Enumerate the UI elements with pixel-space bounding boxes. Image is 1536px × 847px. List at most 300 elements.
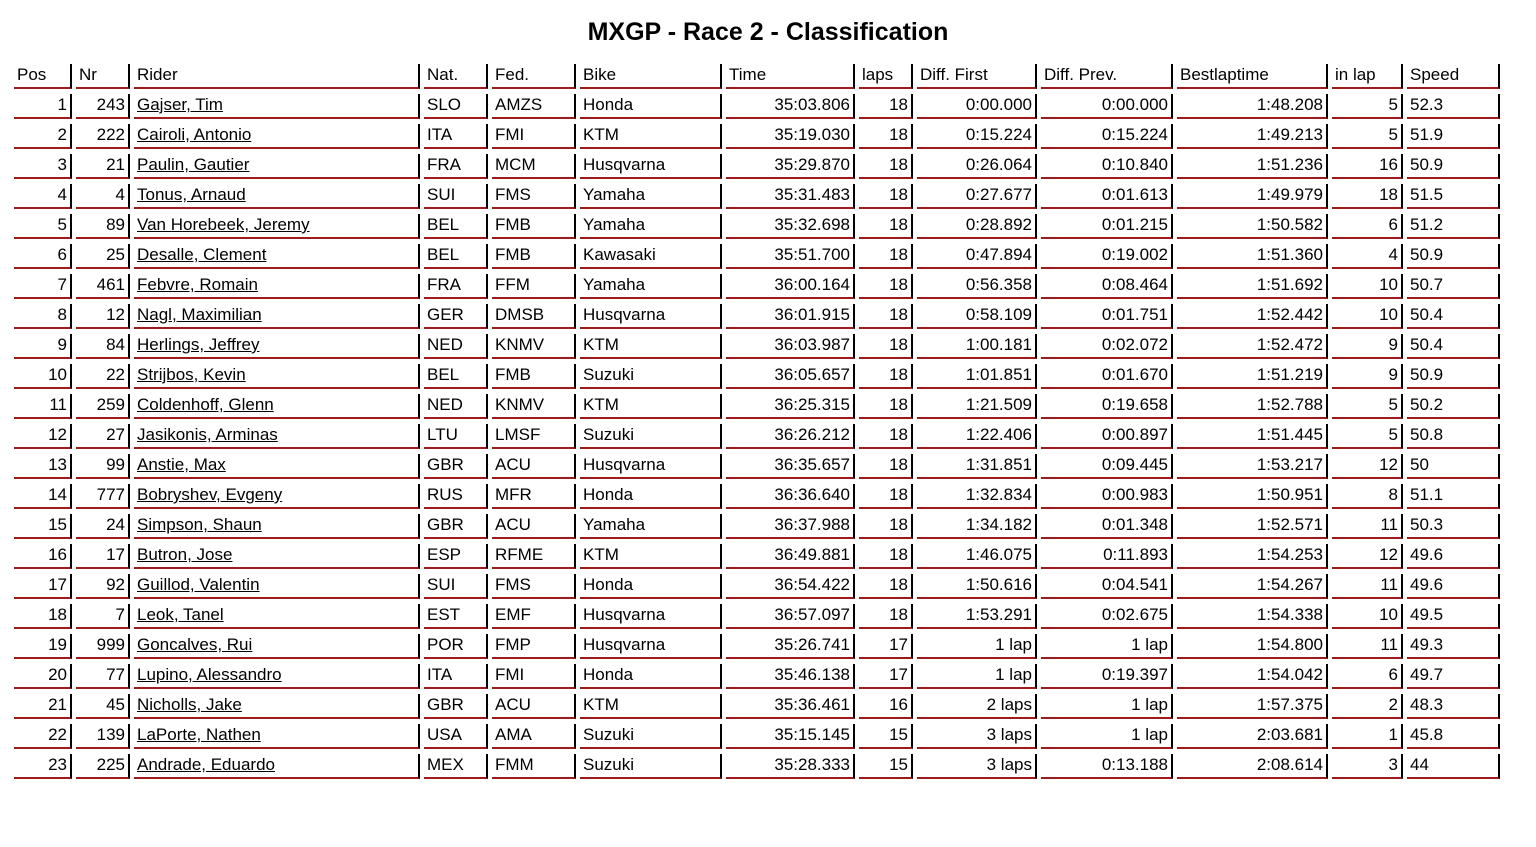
cell-bike: KTM	[580, 394, 722, 419]
cell-nr: 243	[76, 94, 130, 119]
cell-bestlaptime: 1:50.582	[1177, 214, 1328, 239]
cell-nat: ESP	[424, 544, 488, 569]
cell-time: 36:05.657	[726, 364, 855, 389]
cell-diff_first: 1:34.182	[917, 514, 1037, 539]
cell-pos: 4	[14, 184, 72, 209]
cell-time: 35:03.806	[726, 94, 855, 119]
cell-in_lap: 1	[1332, 724, 1403, 749]
cell-nat: ITA	[424, 124, 488, 149]
cell-diff_prev: 1 lap	[1041, 694, 1173, 719]
cell-bike: Husqvarna	[580, 634, 722, 659]
cell-diff_first: 0:58.109	[917, 304, 1037, 329]
cell-in_lap: 6	[1332, 214, 1403, 239]
cell-pos: 18	[14, 604, 72, 629]
cell-bestlaptime: 1:48.208	[1177, 94, 1328, 119]
column-header-fed: Fed.	[492, 64, 576, 89]
table-row	[14, 724, 1500, 749]
cell-pos: 2	[14, 124, 72, 149]
cell-nat: USA	[424, 724, 488, 749]
cell-time: 36:26.212	[726, 424, 855, 449]
cell-speed: 49.3	[1407, 634, 1500, 659]
cell-in_lap: 2	[1332, 694, 1403, 719]
cell-diff_first: 1:22.406	[917, 424, 1037, 449]
cell-in_lap: 12	[1332, 544, 1403, 569]
cell-pos: 15	[14, 514, 72, 539]
cell-nr: 461	[76, 274, 130, 299]
cell-bestlaptime: 1:54.267	[1177, 574, 1328, 599]
table-row	[14, 754, 1500, 779]
cell-pos: 7	[14, 274, 72, 299]
cell-laps: 18	[859, 154, 913, 179]
cell-diff_first: 1:31.851	[917, 454, 1037, 479]
cell-fed: MFR	[492, 484, 576, 509]
cell-nr: 7	[76, 604, 130, 629]
rider-link[interactable]: Febvre, Romain	[134, 274, 420, 299]
cell-bestlaptime: 1:51.219	[1177, 364, 1328, 389]
cell-pos: 12	[14, 424, 72, 449]
cell-bike: Kawasaki	[580, 244, 722, 269]
cell-bike: KTM	[580, 334, 722, 359]
cell-in_lap: 4	[1332, 244, 1403, 269]
cell-in_lap: 5	[1332, 424, 1403, 449]
rider-link[interactable]: Van Horebeek, Jeremy	[134, 214, 420, 239]
header-row	[14, 64, 1500, 89]
cell-in_lap: 10	[1332, 304, 1403, 329]
cell-bike: Yamaha	[580, 184, 722, 209]
cell-bestlaptime: 1:50.951	[1177, 484, 1328, 509]
cell-pos: 3	[14, 154, 72, 179]
cell-nr: 89	[76, 214, 130, 239]
cell-diff_prev: 0:04.541	[1041, 574, 1173, 599]
cell-nr: 45	[76, 694, 130, 719]
cell-in_lap: 10	[1332, 274, 1403, 299]
cell-diff_prev: 0:10.840	[1041, 154, 1173, 179]
rider-link[interactable]: Lupino, Alessandro	[134, 664, 420, 689]
cell-nr: 4	[76, 184, 130, 209]
rider-link[interactable]: Cairoli, Antonio	[134, 124, 420, 149]
table-row	[14, 484, 1500, 509]
column-header-in_lap: in lap	[1332, 64, 1403, 89]
cell-bike: KTM	[580, 544, 722, 569]
cell-time: 36:03.987	[726, 334, 855, 359]
cell-laps: 18	[859, 574, 913, 599]
table-row	[14, 124, 1500, 149]
rider-link[interactable]: Nicholls, Jake	[134, 694, 420, 719]
cell-in_lap: 5	[1332, 124, 1403, 149]
cell-diff_prev: 0:19.397	[1041, 664, 1173, 689]
table-row	[14, 574, 1500, 599]
cell-diff_prev: 0:09.445	[1041, 454, 1173, 479]
cell-laps: 18	[859, 454, 913, 479]
cell-bestlaptime: 1:52.571	[1177, 514, 1328, 539]
cell-diff_prev: 0:02.072	[1041, 334, 1173, 359]
rider-link[interactable]: Gajser, Tim	[134, 94, 420, 119]
rider-link[interactable]: Tonus, Arnaud	[134, 184, 420, 209]
column-header-speed: Speed	[1407, 64, 1500, 89]
cell-in_lap: 11	[1332, 574, 1403, 599]
cell-bike: KTM	[580, 124, 722, 149]
cell-nr: 17	[76, 544, 130, 569]
rider-link[interactable]: Bobryshev, Evgeny	[134, 484, 420, 509]
cell-time: 35:29.870	[726, 154, 855, 179]
table-row	[14, 424, 1500, 449]
cell-speed: 50.4	[1407, 334, 1500, 359]
rider-link[interactable]: Coldenhoff, Glenn	[134, 394, 420, 419]
cell-in_lap: 12	[1332, 454, 1403, 479]
cell-bestlaptime: 1:54.253	[1177, 544, 1328, 569]
rider-link[interactable]: Simpson, Shaun	[134, 514, 420, 539]
cell-pos: 1	[14, 94, 72, 119]
cell-laps: 15	[859, 724, 913, 749]
cell-nat: ITA	[424, 664, 488, 689]
cell-time: 36:36.640	[726, 484, 855, 509]
rider-link[interactable]: Paulin, Gautier	[134, 154, 420, 179]
rider-link[interactable]: Andrade, Eduardo	[134, 754, 420, 779]
cell-diff_first: 3 laps	[917, 724, 1037, 749]
cell-diff_prev: 0:01.215	[1041, 214, 1173, 239]
cell-bestlaptime: 1:54.042	[1177, 664, 1328, 689]
table-row	[14, 454, 1500, 479]
column-header-laps: laps	[859, 64, 913, 89]
rider-link[interactable]: Anstie, Max	[134, 454, 420, 479]
cell-fed: FFM	[492, 274, 576, 299]
cell-speed: 49.6	[1407, 574, 1500, 599]
cell-nr: 84	[76, 334, 130, 359]
cell-time: 36:49.881	[726, 544, 855, 569]
cell-nat: EST	[424, 604, 488, 629]
cell-nat: SLO	[424, 94, 488, 119]
cell-diff_first: 1:21.509	[917, 394, 1037, 419]
cell-bestlaptime: 1:57.375	[1177, 694, 1328, 719]
cell-fed: FMS	[492, 574, 576, 599]
cell-speed: 50.2	[1407, 394, 1500, 419]
column-header-rider: Rider	[134, 64, 420, 89]
cell-fed: FMI	[492, 124, 576, 149]
rider-link[interactable]: Strijbos, Kevin	[134, 364, 420, 389]
cell-nr: 22	[76, 364, 130, 389]
cell-diff_first: 1:46.075	[917, 544, 1037, 569]
cell-speed: 48.3	[1407, 694, 1500, 719]
cell-bike: Husqvarna	[580, 604, 722, 629]
cell-laps: 18	[859, 184, 913, 209]
cell-bike: Yamaha	[580, 274, 722, 299]
rider-link[interactable]: Desalle, Clement	[134, 244, 420, 269]
cell-bike: Honda	[580, 664, 722, 689]
column-header-bike: Bike	[580, 64, 722, 89]
cell-fed: ACU	[492, 454, 576, 479]
cell-nat: BEL	[424, 244, 488, 269]
cell-nr: 777	[76, 484, 130, 509]
cell-fed: AMZS	[492, 94, 576, 119]
cell-nr: 12	[76, 304, 130, 329]
cell-laps: 17	[859, 634, 913, 659]
cell-pos: 6	[14, 244, 72, 269]
cell-time: 36:54.422	[726, 574, 855, 599]
cell-diff_first: 1:00.181	[917, 334, 1037, 359]
cell-diff_prev: 0:13.188	[1041, 754, 1173, 779]
table-row	[14, 694, 1500, 719]
cell-nat: RUS	[424, 484, 488, 509]
cell-diff_prev: 0:19.658	[1041, 394, 1173, 419]
cell-speed: 49.7	[1407, 664, 1500, 689]
cell-time: 35:31.483	[726, 184, 855, 209]
cell-laps: 18	[859, 394, 913, 419]
table-row	[14, 304, 1500, 329]
cell-speed: 50.9	[1407, 364, 1500, 389]
cell-fed: FMB	[492, 364, 576, 389]
cell-bike: Honda	[580, 484, 722, 509]
table-row	[14, 394, 1500, 419]
cell-bestlaptime: 1:52.442	[1177, 304, 1328, 329]
cell-bestlaptime: 2:08.614	[1177, 754, 1328, 779]
rider-link[interactable]: Nagl, Maximilian	[134, 304, 420, 329]
cell-diff_prev: 0:00.983	[1041, 484, 1173, 509]
cell-laps: 18	[859, 604, 913, 629]
cell-pos: 16	[14, 544, 72, 569]
cell-nr: 21	[76, 154, 130, 179]
cell-bike: Suzuki	[580, 724, 722, 749]
cell-nr: 77	[76, 664, 130, 689]
cell-nat: LTU	[424, 424, 488, 449]
cell-in_lap: 16	[1332, 154, 1403, 179]
cell-speed: 50.4	[1407, 304, 1500, 329]
cell-speed: 44	[1407, 754, 1500, 779]
cell-nr: 259	[76, 394, 130, 419]
cell-bike: Honda	[580, 94, 722, 119]
cell-bestlaptime: 1:49.979	[1177, 184, 1328, 209]
rider-link[interactable]: Leok, Tanel	[134, 604, 420, 629]
rider-link[interactable]: Guillod, Valentin	[134, 574, 420, 599]
cell-laps: 18	[859, 334, 913, 359]
table-body	[14, 94, 1500, 779]
cell-diff_first: 0:26.064	[917, 154, 1037, 179]
cell-fed: FMP	[492, 634, 576, 659]
cell-bestlaptime: 1:51.692	[1177, 274, 1328, 299]
cell-laps: 16	[859, 694, 913, 719]
cell-diff_first: 0:00.000	[917, 94, 1037, 119]
cell-nr: 27	[76, 424, 130, 449]
cell-laps: 15	[859, 754, 913, 779]
cell-bestlaptime: 1:51.445	[1177, 424, 1328, 449]
cell-in_lap: 8	[1332, 484, 1403, 509]
cell-in_lap: 11	[1332, 634, 1403, 659]
rider-link[interactable]: Goncalves, Rui	[134, 634, 420, 659]
cell-time: 36:00.164	[726, 274, 855, 299]
cell-fed: KNMV	[492, 334, 576, 359]
cell-bestlaptime: 1:52.472	[1177, 334, 1328, 359]
cell-nat: NED	[424, 334, 488, 359]
cell-nat: SUI	[424, 574, 488, 599]
table-row	[14, 364, 1500, 389]
cell-bestlaptime: 1:54.338	[1177, 604, 1328, 629]
cell-diff_first: 0:47.894	[917, 244, 1037, 269]
cell-time: 35:15.145	[726, 724, 855, 749]
cell-nr: 92	[76, 574, 130, 599]
cell-pos: 11	[14, 394, 72, 419]
cell-pos: 20	[14, 664, 72, 689]
cell-pos: 17	[14, 574, 72, 599]
cell-speed: 50.3	[1407, 514, 1500, 539]
cell-laps: 17	[859, 664, 913, 689]
cell-diff_prev: 0:00.000	[1041, 94, 1173, 119]
cell-pos: 21	[14, 694, 72, 719]
cell-diff_prev: 0:00.897	[1041, 424, 1173, 449]
cell-diff_first: 0:56.358	[917, 274, 1037, 299]
cell-speed: 50.9	[1407, 154, 1500, 179]
table-row	[14, 664, 1500, 689]
cell-diff_prev: 0:02.675	[1041, 604, 1173, 629]
cell-pos: 19	[14, 634, 72, 659]
cell-diff_prev: 0:15.224	[1041, 124, 1173, 149]
rider-link[interactable]: Butron, Jose	[134, 544, 420, 569]
cell-laps: 18	[859, 364, 913, 389]
cell-bike: Husqvarna	[580, 154, 722, 179]
cell-nr: 222	[76, 124, 130, 149]
cell-diff_first: 0:27.677	[917, 184, 1037, 209]
cell-fed: FMM	[492, 754, 576, 779]
cell-nat: SUI	[424, 184, 488, 209]
cell-pos: 8	[14, 304, 72, 329]
table-row	[14, 544, 1500, 569]
cell-diff_prev: 0:01.751	[1041, 304, 1173, 329]
cell-in_lap: 9	[1332, 364, 1403, 389]
cell-time: 35:19.030	[726, 124, 855, 149]
cell-fed: FMB	[492, 244, 576, 269]
cell-time: 36:37.988	[726, 514, 855, 539]
cell-diff_prev: 0:11.893	[1041, 544, 1173, 569]
cell-pos: 23	[14, 754, 72, 779]
cell-diff_first: 0:28.892	[917, 214, 1037, 239]
rider-link[interactable]: Jasikonis, Arminas	[134, 424, 420, 449]
cell-laps: 18	[859, 94, 913, 119]
classification-table	[10, 59, 1504, 784]
cell-bestlaptime: 1:53.217	[1177, 454, 1328, 479]
cell-speed: 50.9	[1407, 244, 1500, 269]
cell-laps: 18	[859, 244, 913, 269]
cell-speed: 50.7	[1407, 274, 1500, 299]
cell-nat: FRA	[424, 154, 488, 179]
cell-in_lap: 18	[1332, 184, 1403, 209]
cell-laps: 18	[859, 214, 913, 239]
cell-fed: MCM	[492, 154, 576, 179]
cell-diff_first: 3 laps	[917, 754, 1037, 779]
cell-pos: 9	[14, 334, 72, 359]
cell-bike: Suzuki	[580, 364, 722, 389]
cell-fed: FMB	[492, 214, 576, 239]
cell-time: 35:36.461	[726, 694, 855, 719]
table-row	[14, 94, 1500, 119]
cell-diff_prev: 0:19.002	[1041, 244, 1173, 269]
cell-laps: 18	[859, 124, 913, 149]
cell-in_lap: 3	[1332, 754, 1403, 779]
rider-link[interactable]: Herlings, Jeffrey	[134, 334, 420, 359]
cell-pos: 22	[14, 724, 72, 749]
cell-bestlaptime: 2:03.681	[1177, 724, 1328, 749]
cell-diff_prev: 1 lap	[1041, 634, 1173, 659]
cell-bike: Yamaha	[580, 514, 722, 539]
cell-bike: Suzuki	[580, 754, 722, 779]
cell-speed: 49.6	[1407, 544, 1500, 569]
cell-diff_first: 0:15.224	[917, 124, 1037, 149]
column-header-nat: Nat.	[424, 64, 488, 89]
cell-diff_first: 1:53.291	[917, 604, 1037, 629]
column-header-nr: Nr	[76, 64, 130, 89]
table-row	[14, 244, 1500, 269]
cell-diff_first: 1:50.616	[917, 574, 1037, 599]
cell-bike: Husqvarna	[580, 454, 722, 479]
cell-pos: 13	[14, 454, 72, 479]
cell-fed: LMSF	[492, 424, 576, 449]
cell-nat: FRA	[424, 274, 488, 299]
cell-time: 35:46.138	[726, 664, 855, 689]
cell-nr: 24	[76, 514, 130, 539]
cell-laps: 18	[859, 304, 913, 329]
cell-nat: MEX	[424, 754, 488, 779]
cell-nat: BEL	[424, 364, 488, 389]
cell-diff_first: 1 lap	[917, 664, 1037, 689]
cell-diff_prev: 1 lap	[1041, 724, 1173, 749]
cell-speed: 51.5	[1407, 184, 1500, 209]
cell-bestlaptime: 1:54.800	[1177, 634, 1328, 659]
cell-nat: BEL	[424, 214, 488, 239]
cell-laps: 18	[859, 274, 913, 299]
cell-nat: GBR	[424, 454, 488, 479]
cell-bike: KTM	[580, 694, 722, 719]
cell-time: 36:57.097	[726, 604, 855, 629]
cell-fed: EMF	[492, 604, 576, 629]
rider-link[interactable]: LaPorte, Nathen	[134, 724, 420, 749]
cell-diff_prev: 0:08.464	[1041, 274, 1173, 299]
cell-laps: 18	[859, 484, 913, 509]
cell-pos: 10	[14, 364, 72, 389]
table-row	[14, 274, 1500, 299]
cell-diff_prev: 0:01.348	[1041, 514, 1173, 539]
cell-laps: 18	[859, 514, 913, 539]
cell-bestlaptime: 1:52.788	[1177, 394, 1328, 419]
cell-nat: GER	[424, 304, 488, 329]
cell-fed: KNMV	[492, 394, 576, 419]
cell-fed: FMS	[492, 184, 576, 209]
table-row	[14, 214, 1500, 239]
column-header-bestlaptime: Bestlaptime	[1177, 64, 1328, 89]
cell-in_lap: 6	[1332, 664, 1403, 689]
cell-laps: 18	[859, 424, 913, 449]
table-row	[14, 634, 1500, 659]
cell-nr: 25	[76, 244, 130, 269]
cell-bike: Honda	[580, 574, 722, 599]
cell-nat: POR	[424, 634, 488, 659]
cell-in_lap: 5	[1332, 94, 1403, 119]
cell-speed: 51.2	[1407, 214, 1500, 239]
cell-bestlaptime: 1:51.360	[1177, 244, 1328, 269]
cell-speed: 51.9	[1407, 124, 1500, 149]
column-header-time: Time	[726, 64, 855, 89]
cell-in_lap: 10	[1332, 604, 1403, 629]
cell-laps: 18	[859, 544, 913, 569]
cell-diff_first: 2 laps	[917, 694, 1037, 719]
cell-in_lap: 11	[1332, 514, 1403, 539]
table-row	[14, 184, 1500, 209]
column-header-diff_prev: Diff. Prev.	[1041, 64, 1173, 89]
cell-time: 35:26.741	[726, 634, 855, 659]
cell-time: 36:25.315	[726, 394, 855, 419]
cell-nr: 225	[76, 754, 130, 779]
cell-fed: AMA	[492, 724, 576, 749]
cell-time: 36:35.657	[726, 454, 855, 479]
cell-speed: 52.3	[1407, 94, 1500, 119]
cell-bike: Husqvarna	[580, 304, 722, 329]
cell-fed: FMI	[492, 664, 576, 689]
